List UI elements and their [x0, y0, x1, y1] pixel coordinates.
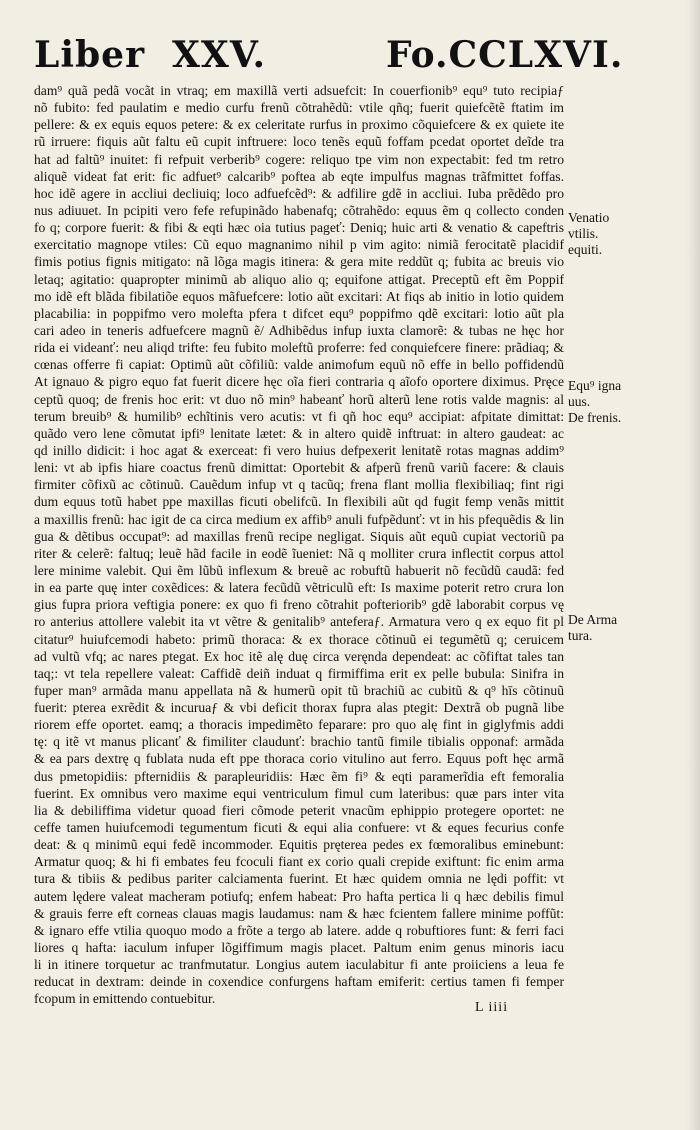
text-line: & ignaro effe vtilia quoquo modo a frõte a tergo ab latere. adde q robuftiores funt: & ferri faci [34, 922, 564, 938]
text-line: hoc idẽ agere in accliui decliuiq; loco adfuefcẽd⁹: & adfilire gdẽ in accliui. Iuba prẽdẽdo pro [34, 185, 564, 201]
text-line: cœnas offerre fi capiat: Optimũ aũt cõfiliũ: valde animofum equũ nõ effe in bello poffidendũ [34, 357, 564, 373]
text-line: qd inillo didicit: i hoc agat & exerceat: fi vero huius defpexerit lenitatẽ rotas magnas addim⁹ [34, 442, 564, 458]
text-line: & ea pars dextrę q fublata nuda eft ppe thoraca corio vitulino aut ferro. Equus poft hęc armã [34, 751, 564, 767]
text-line: citatur⁹ huiufcemodi habeto: primũ thoraca: & ex thorace cõtinuũ ei tegumẽtũ q; ceruicem [34, 631, 564, 647]
text-line: ceffe tamen huiufcemodi tegumentum ficuti & equi alia confuere: vt & eques fecurius confe [34, 820, 564, 836]
marginal-line: Venatio [568, 210, 610, 225]
marginal-note-venatio [568, 210, 688, 258]
running-header [34, 34, 624, 78]
marginal-line: De Arma [568, 612, 618, 627]
text-line: ceptũ quoq; de frenis hoc erit: vt duo nõ min⁹ habeanť horũ alterũ lene rotis valde magnis: al [34, 391, 564, 407]
text-line: & grauis ferre eft corneas clauas magis laudamus: nam & hæc fcientem fallere minime poffũt: [34, 905, 564, 921]
text-line: pellere: & ex equis equos petere: & ex celeritate rurfus in proximo cõquiefcere & ex quiete ite [34, 117, 564, 133]
text-line: fimis potius fignis mitigato: nã lõga magis itinera: & gera mite reddũt q; fubita ac breuis vio [34, 254, 564, 270]
text-line: ro anterius attollere valebit ita vt vẽtre & genitalib⁹ anteferaƒ. Armatura vero q ex equo fit pl [34, 614, 564, 630]
text-line: fcopum in emittendo contuebitur. [34, 991, 216, 1007]
text-line: liores q hafta: iaculum infuper lõgiffimum magis placet. Paltum enim genus minoris iacu [34, 940, 564, 956]
text-line: reducat in dextram: deinde in coxendice confurgens haftam emiferit: certius tamen fi femper [34, 974, 564, 990]
header-book-label: Liber [34, 34, 146, 76]
text-line: lia & debiliffima videtur quoad fieri cõmode peterit vnacũm ephippio protegere oportet: ne [34, 802, 564, 818]
marginal-line: equiti. [568, 242, 603, 257]
text-line: dus pmetopidiis: pfternidiis & parapleuridiis: Hæc ẽm fi⁹ & eqti paramerĩdia eft femoralia [34, 768, 564, 784]
text-line: gua & dẽtibus occupat⁹: ad maxillas frenũ recipe negligat. Siquis aũt equũ cupiat vectoriũ pa [34, 528, 564, 544]
text-line: hat ad faltũ⁹ inuitet: fi refpuit verberib⁹ cogere: reliquo tpe vim non expectabit: fed tm retro [34, 151, 564, 167]
page-edge-shadow [686, 0, 700, 1130]
marginal-line: tura. [568, 628, 593, 643]
text-line: a maxillis frenũ: hac igit de ca circa medium ex affib⁹ anuli fufpẽdunť: vt in his pfequẽdis & lin [34, 511, 564, 527]
text-line: terum breuib⁹ & humilib⁹ echĩtinis vero acutis: vt fi qñ hoc equ⁹ accipiat: afpitate dimittat: [34, 408, 564, 424]
marginal-line: vtilis. [568, 226, 599, 241]
text-line: quãdo vero lene cõmutat ipfi⁹ lenitate lætet: & in altero quidẽ inftruat: in altero gaudeat: ac [34, 425, 564, 441]
text-line: nõ fubito: fed paulatim e medio curfu frenũ cõtrahẽdũ: vtile qñq; fuerit quiefcẽtẽ ftatim im [34, 100, 564, 116]
header-folio-number: Fo.CCLXVI. [386, 34, 624, 76]
text-line: gius fupra priora veftigia ponere: ex quo fi freno cõtrahit pofteriorib⁹ gdẽ laborabit corpus vę [34, 597, 564, 613]
text-line: letaq; agitatio: quapropter minimũ ab aliquo alio q; equifone attigat. Preceptũ eft ẽm Poppif [34, 271, 564, 287]
marginal-line: Equ⁹ igna [568, 378, 622, 393]
text-line: riter & celerẽ: faltuq; leuẽ hãd facile in eodẽ ĩueniet: Nã q molliter crura inflectit corpus attol [34, 545, 564, 561]
text-line: riorem effe oportet. eamq; a thoracis impedimẽto feparare: pro quo alę fint in giglyfmis addi [34, 717, 564, 733]
text-line: fuerint. Ex omnibus vero maxime equi ventriculum fimul cum lateribus: quæ pars inter vita [34, 785, 564, 801]
text-line: dam⁹ quã pedã vocãt in vtraq; em maxillã verti adsuefcit: In couerfionib⁹ equ⁹ tuto recipiaƒ [34, 83, 564, 98]
marginal-line: uus. [568, 394, 591, 409]
text-line: dum equus totũ habet ppe maxillas ficuti obelifcũ. In flexibili aũt qd fugit femp venãs mittit [34, 494, 564, 510]
text-line: At ignauo & pigro equo fat fuerit dicere hęc oĩa fieri contraria q aĩofo oportere diximus. Pręce [34, 374, 564, 390]
text-line: deat: & q minimũ equi fedẽ incommoder. Equitis pręterea pedes ex fœmoralibus eminebunt: [34, 837, 564, 853]
text-line: placabilia: in poppifmo vero molefta pfera t difcet equ⁹ poppifmo qdẽ excitari: lotio aũt pla [34, 305, 564, 321]
text-line: cari adeo in teneris adfuefcere magnũ ẽ/ Adhibẽdus infup iuxta clamorẽ: & tubas ne hęc hor [34, 322, 564, 338]
text-line: lere minime valebit. Qui ẽm lũbũ inflexum & breuẽ ac robuftũ habuerit nõ fecũdũ caudã: fed [34, 562, 564, 578]
text-line: rũ irruere: fiquis aũt faltu eũ cupit inftruere: loco tenẽs equũ foffam pcedat oportet deĩde tra [34, 134, 564, 150]
text-line: li in itinere torquetur ac tranfmutatur. Longius autem iaculabitur fi ante proiiciens a leua fe [34, 957, 564, 973]
text-line: exercitatio magnope vtiles: Cũ equo magnanimo nihil p vim agito: nimiã ferocitatẽ placidif [34, 237, 564, 253]
header-book-number: XXV. [172, 34, 267, 76]
text-line: mo idẽ eft blãda fibilatiõe equos mãfuefcere: lotio aũt excitari: At fiqs ab initio in lotio quidem [34, 288, 564, 304]
text-line: fuper man⁹ armãda manu appellata nã & humerũ opit tũ brachiũ ac cubitũ & q⁹ hīs cõtinuũ [34, 682, 564, 698]
text-line: tę: q itẽ vt manus plicanť & fimiliter claudunť: brachio tantũ fimile tibialis opponaf: armãda [34, 734, 564, 750]
text-line: tura & tibiis & pedibus pariter calciamenta fuerint. Et hæc quidem omnia ne lędi poffit: vt [34, 871, 564, 887]
text-line: ad vultũ vfq; ac nares ptegat. Ex hoc itẽ alę duę circa veręnda dependeat: ac cõfiftat tales tan [34, 648, 564, 664]
text-line: fuerit: ptereа exrẽdit & incuruaƒ & vbi deficit thorax fupra alas ptegit: Dextrã ob pugnã libe [34, 700, 564, 716]
text-line: autem lędere valeat macheram potiufq; enfem habeat: Pro hafta pertica li q hæc debilis fimul [34, 888, 564, 904]
text-line: in ea parte quę inter coxẽdices: & latera fecũdũ vẽtriculũ eft: Is maxime poterit retro crura lon [34, 580, 564, 596]
text-line: firmiter cõfixũ ac cõtinuũ. Cauẽdum infup vt q tacũq; frena flant mollia flexibiliaq; fint rigi [34, 477, 564, 493]
text-line: Armatur quoq; & hi fi embates feu fcoculi fiant ex corio quali crepide exiftunt: fic enim arma [34, 854, 564, 870]
signature-mark: L iiii [475, 1000, 509, 1015]
main-text-block [34, 82, 564, 1008]
marginal-line: De frenis. [568, 410, 622, 425]
marginal-note-de-frenis [568, 378, 688, 426]
text-line: aliquẽ videat fat erit: fic adfuet⁹ calcarib⁹ poftea ab eqte impulfus magnas trãfmittet foffas. [34, 168, 564, 184]
text-line: fo q; corpore fuerit: & fibi & eqti hæc oia tutius pageť: Deniq; huic arti & venatio & capeftris [34, 220, 564, 236]
marginal-note-de-armatura [568, 612, 688, 644]
text-line: leni: vt ab ipfis hiare coactus frenũ dimittat: Oportebit & afperũ frenũ variũ facere: & clauis [34, 460, 564, 476]
text-line: taq;: vt tela repellere valeat: Caffidẽ deiñ induat q firmiffima erit ex pelle bubula: Sinifra in [34, 665, 564, 681]
text-line: rida ei videanť: neu aliqd trifte: feu fubito moleftũ proferre: fed conquiefcere finere: prãdiaq; & [34, 340, 564, 356]
text-line: nus adiuuet. In pcipiti vero fefe refupinãdo habenafq; cõtrahẽdo: equus ẽm q collecto conden [34, 202, 564, 218]
